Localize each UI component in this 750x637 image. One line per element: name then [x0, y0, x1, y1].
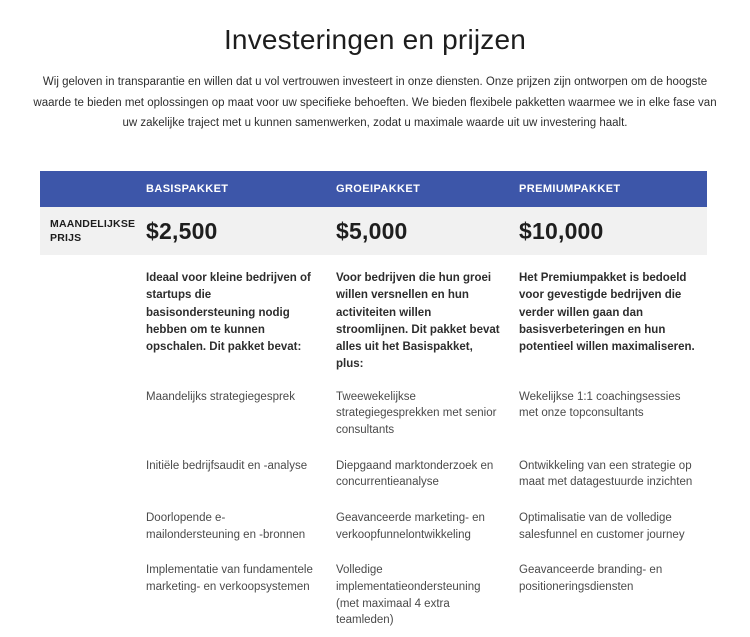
feature-premiumpakket-1: Wekelijkse 1:1 coachingsessies met onze topconsultants	[519, 390, 681, 420]
feature-groeipakket-1: Tweewekelijkse strategiegesprekken met senior consultants	[336, 390, 497, 436]
description-basispakket: Ideaal voor kleine bedrijven of startups die basisondersteuning nodig hebben om te kunnen opschalen. Dit pakket bevat:	[146, 272, 311, 354]
table-header-spacer	[40, 171, 136, 207]
price-cell-premiumpakket	[509, 207, 707, 255]
feature-groeipakket-2: Diepgaand marktonderzoek en concurrentieanalyse	[336, 459, 494, 489]
column-header-basispakket: BASISPAKKET	[136, 171, 326, 207]
feature-basispakket-4: Implementatie van fundamentele marketing- en verkoopsystemen	[146, 564, 313, 593]
feature-basispakket-2: Initiële bedrijfsaudit en -analyse	[146, 459, 308, 472]
page-title: Investeringen en prijzen	[223, 24, 527, 55]
feature-basispakket-3: Doorlopende e-mailondersteuning en -bronnen	[146, 511, 306, 541]
feature-groeipakket-4: Volledige implementatieondersteuning (met maximaal 4 extra teamleden)	[336, 564, 481, 627]
price-cell-groeipakket	[326, 207, 509, 255]
feature-row-spacer	[40, 447, 136, 499]
feature-premiumpakket-4: Geavanceerde branding- en positioneringsdiensten	[519, 564, 663, 593]
feature-row-spacer	[40, 551, 136, 637]
column-header-premiumpakket: PREMIUMPAKKET	[509, 171, 707, 207]
pricing-table	[40, 171, 707, 637]
description-spacer	[40, 255, 136, 378]
feature-groeipakket-3: Geavanceerde marketing- en verkoopfunnelontwikkeling	[336, 511, 485, 541]
price-premiumpakket: $10,000	[519, 217, 604, 244]
feature-row-spacer	[40, 499, 136, 551]
price-cell-basispakket	[136, 207, 326, 255]
feature-basispakket-1: Maandelijks strategiegesprek	[146, 390, 295, 403]
feature-premiumpakket-3: Optimalisatie van de volledige salesfunnel en customer journey	[519, 511, 685, 541]
feature-premiumpakket-2: Ontwikkeling van een strategie op maat met datagestuurde inzichten	[519, 459, 693, 489]
price-row-label-cell	[40, 207, 136, 255]
feature-row-spacer	[40, 378, 136, 447]
description-groeipakket: Voor bedrijven die hun groei willen versnellen en hun activiteiten willen stroomlijnen. Dit pakket bevat alles uit het Basispakket, plus:	[336, 272, 500, 371]
description-premiumpakket: Het Premiumpakket is bedoeld voor gevestigde bedrijven die verder willen gaan dan basisverbeteringen en hun potentieel willen maximaliseren.	[519, 272, 695, 354]
price-groeipakket: $5,000	[336, 217, 408, 244]
price-basispakket: $2,500	[146, 217, 218, 244]
price-row-label: MAANDELIJKSE PRIJS	[50, 217, 136, 245]
intro-paragraph: Wij geloven in transparantie en willen dat u vol vertrouwen investeert in onze diensten. Onze prijzen zijn ontworpen om de hoogste waarde te bieden met oplossingen op maat voor uw specifieke behoeften. We bieden flexibele pakketten waarmee we in elke fase van uw zakelijke traject met u kunnen samenwerken, zodat u maximale waarde uit uw investering haalt.	[33, 76, 717, 130]
column-header-groeipakket: GROEIPAKKET	[326, 171, 509, 207]
